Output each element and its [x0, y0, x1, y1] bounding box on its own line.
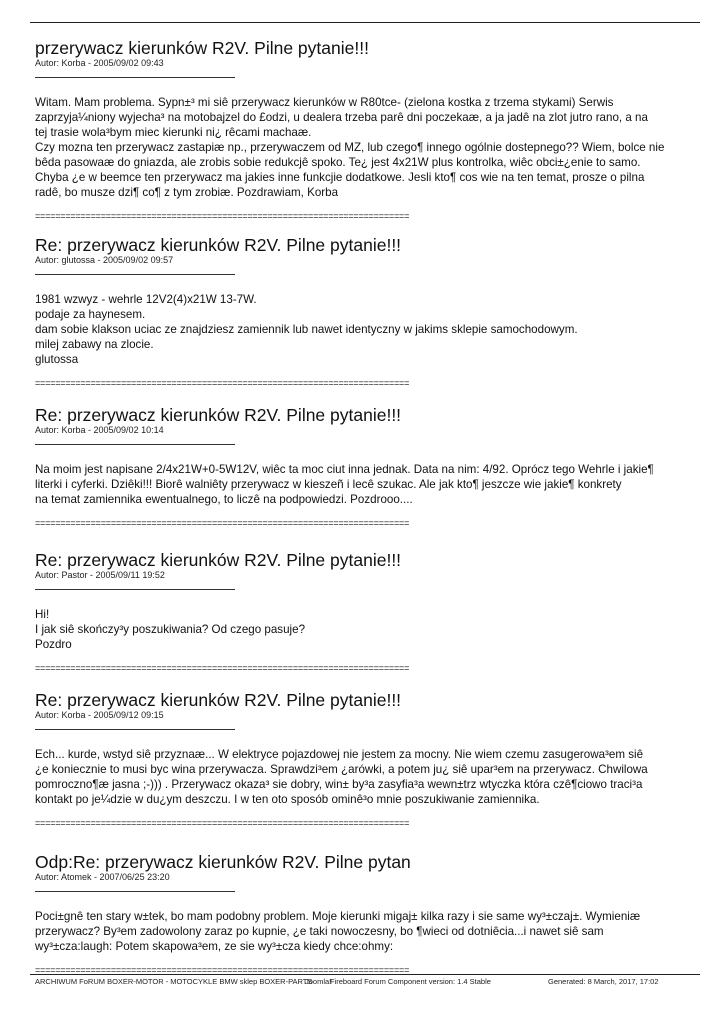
forum-post	[35, 852, 695, 975]
post-body-line: Czy mozna ten przerywacz zastapiæ np., przerywaczem od MZ, lub czego¶ innego ogólnie dostepnego?? Wiem, bolce nie	[35, 141, 665, 154]
post-author: Autor: Pastor - 2005/09/11 19:52	[35, 570, 165, 580]
post-title: Re: przerywacz kierunków R2V. Pilne pytanie!!!	[35, 550, 402, 570]
post-author: Autor: Korba - 2005/09/12 09:15	[35, 710, 164, 720]
post-body-line: dam sobie klakson uciac ze znajdziesz zamiennik lub nawet identyczny w jakims sklepie samochodowym.	[35, 323, 578, 336]
post-body	[35, 747, 695, 807]
author-underline	[35, 77, 235, 78]
post-title: Re: przerywacz kierunków R2V. Pilne pytanie!!!	[35, 235, 402, 255]
post-body-line: Chyba ¿e w beemce ten przerywacz ma jakies inne funkcjie dodatkowe. Jesli kto¶ cos wie na ten temat, prosze o pilna	[35, 171, 645, 184]
post-body-line: tej trasie wola³bym miec kierunki ni¿ rêcami machaæ.	[35, 126, 312, 139]
post-body-line: na temat zamiennika ewentualnego, to liczê na podpowiedzi. Pozdrooo....	[35, 493, 413, 506]
forum-post	[35, 550, 695, 673]
post-body-line: Witam. Mam problema. Sypn±³ mi siê przerywacz kierunków w R80tce- (zielona kostka z trzema stykami) Serwis	[35, 96, 614, 109]
forum-post	[35, 38, 695, 221]
post-body-line: 1981 wzwyz - wehrle 12V2(4)x21W 13-7W.	[35, 293, 257, 306]
post-body-line: kontakt po je¼dzie w du¿ym deszczu. I w ten oto sposób ominê³o mnie poszukiwanie zamiennika.	[35, 793, 540, 806]
post-separator: ==========================================================================	[35, 663, 410, 673]
post-body-line: ¿e koniecznie to musi byc wina przerywacza. Sprawdzi³em ¿arówki, a potem ju¿ siê upar³em na przerywacz. Chwilowa	[35, 763, 648, 776]
forum-post	[35, 235, 695, 388]
post-body-line: Pozdro	[35, 638, 72, 651]
post-body-line: Na moim jest napisane 2/4x21W+0-5W12V, wiêc ta moc ciut inna jednak. Data na nim: 4/92. Oprócz tego Wehrle i jakie¶	[35, 463, 654, 476]
post-title: Re: przerywacz kierunków R2V. Pilne pytanie!!!	[35, 690, 402, 710]
forum-post	[35, 405, 695, 528]
post-title: Odp:Re: przerywacz kierunków R2V. Pilne pytan	[35, 852, 411, 872]
post-body-line: podaje za haynesem.	[35, 308, 146, 321]
post-body	[35, 95, 695, 200]
post-author: Autor: Atomek - 2007/06/25 23:20	[35, 872, 170, 882]
post-body-line: literki i cyferki. Dziêki!!! Biorê walniêty przerywacz w kieszeñ i lecê szukac. Ale jak kto¶ jeszcze wie jakie¶ konkrety	[35, 478, 622, 491]
author-underline	[35, 729, 235, 730]
post-body-line: Hi!	[35, 608, 50, 621]
footer-rule	[30, 974, 700, 975]
top-rule	[30, 22, 700, 23]
post-separator: ==========================================================================	[35, 518, 410, 528]
post-body-line: Ech... kurde, wstyd siê przyznaæ... W elektryce pojazdowej nie jestem za mocny. Nie wiem czemu zasugerowa³em siê	[35, 748, 644, 761]
post-body-line: radê, bo musze dzi¶ co¶ z tym zrobiæ. Pozdrawiam, Korba	[35, 186, 339, 199]
footer-left: ARCHIWUM FoRUM BOXER-MOTOR - MOTOCYKLE BMW sklep BOXER-PARTS	[35, 977, 313, 986]
post-author: Autor: Korba - 2005/09/02 09:43	[35, 58, 164, 68]
post-body-line: wy³±cza:laugh: Potem skapowa³em, ze sie wy³±cza kiedy chce:ohmy:	[35, 940, 394, 953]
post-separator: ==========================================================================	[35, 965, 410, 975]
post-body	[35, 292, 695, 367]
post-body-line: przerywacz? By³em zadowolony zaraz po kupnie, ¿e taki nowoczesny, bo ¶wieci od dotniêcia...i nawet siê sam	[35, 925, 604, 938]
author-underline	[35, 891, 235, 892]
footer-generated: Generated: 8 March, 2017, 17:02	[548, 977, 659, 986]
post-author: Autor: glutossa - 2005/09/02 09:57	[35, 255, 174, 265]
author-underline	[35, 444, 235, 445]
post-body	[35, 462, 695, 507]
author-underline	[35, 274, 235, 275]
post-separator: ==========================================================================	[35, 211, 410, 221]
post-body-line: Poci±gnê ten stary w±tek, bo mam podobny problem. Moje kierunki migaj± kilka razy i sie same wy³±czaj±. Wymieniæ	[35, 910, 641, 923]
post-body	[35, 909, 695, 954]
post-body-line: glutossa	[35, 353, 79, 366]
post-body-line: milej zabawy na zlocie.	[35, 338, 154, 351]
post-body-line: zaprzyja¼niony wyjecha³ na motobajzel do £odzi, u dealera trzeba parê dni poczekaæ, a ja jadê na zlot jutro rano, a na	[35, 111, 648, 124]
forum-post	[35, 690, 695, 828]
post-separator: ==========================================================================	[35, 378, 410, 388]
post-title: Re: przerywacz kierunków R2V. Pilne pytanie!!!	[35, 405, 402, 425]
post-body-line: I jak siê skończy³y poszukiwania? Od czego pasuje?	[35, 623, 306, 636]
post-body-line: pomroczno¶æ jasna ;-))) . Przerywacz okaza³ sie dobry, win± by³a zasyfia³a wewn±trz wtyczka która czê¶ciowo traci³a	[35, 778, 643, 791]
post-body-line: bêda pasowaæ do gniazda, ale zrobis sobie redukcjê spoko. Te¿ jest 4x21W plus kontrolka, wiêc obci±¿enie to samo.	[35, 156, 641, 169]
post-body	[35, 607, 695, 652]
footer-center-component: Fireboard Forum Component version: 1.4 Stable	[330, 977, 491, 986]
author-underline	[35, 589, 235, 590]
post-author: Autor: Korba - 2005/09/02 10:14	[35, 425, 164, 435]
footer-center: Joomla!	[305, 977, 332, 986]
post-separator: ==========================================================================	[35, 818, 410, 828]
post-title: przerywacz kierunków R2V. Pilne pytanie!!!	[35, 38, 369, 58]
